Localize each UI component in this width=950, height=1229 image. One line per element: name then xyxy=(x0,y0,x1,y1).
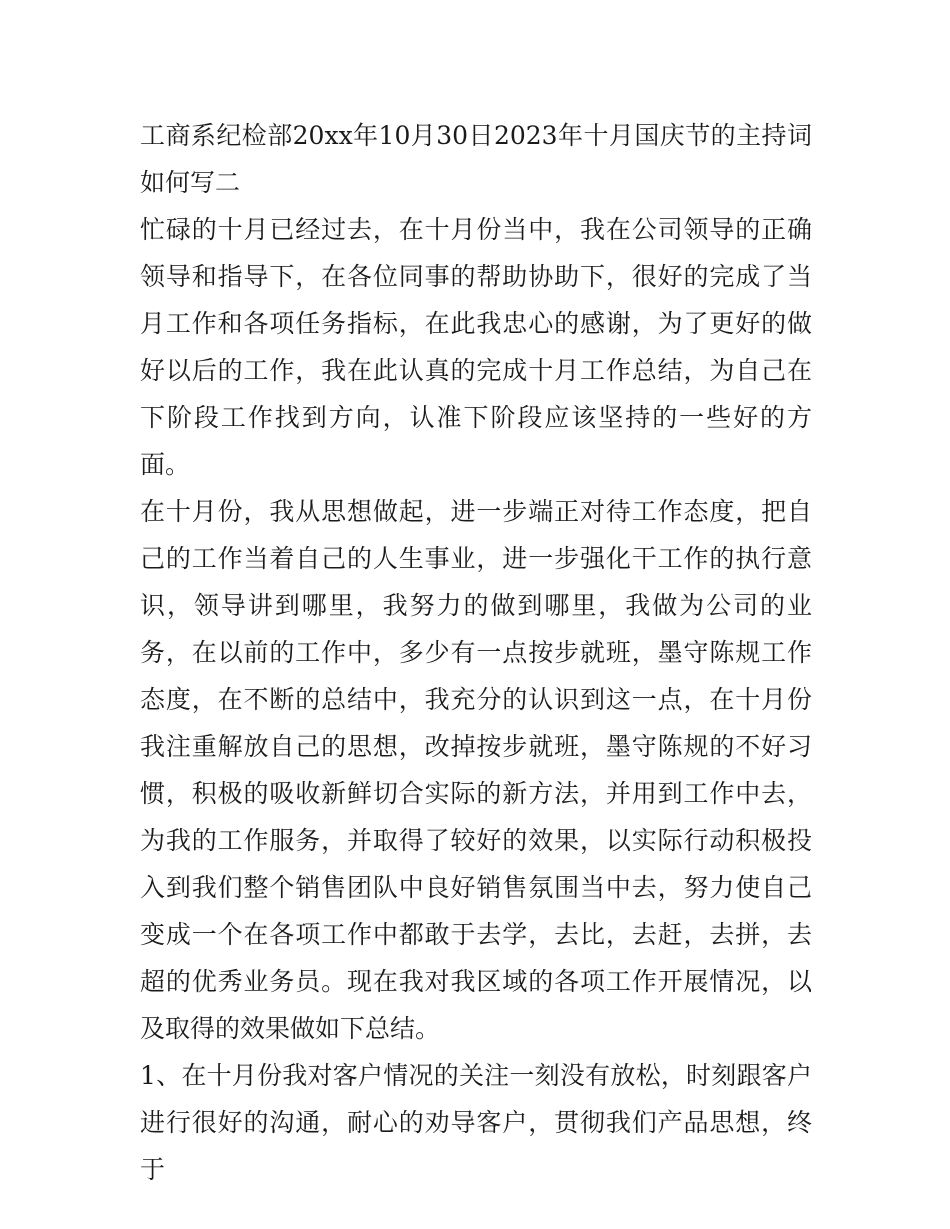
paragraph-1: 忙碌的十月已经过去，在十月份当中，我在公司领导的正确领导和指导下，在各位同事的帮助协助下，很好的完成了当月工作和各项任务指标，在此我忠心的感谢，为了更好的做好以后的工作，我在此认真的完成十月工作总结，为自己在下阶段工作找到方向，认准下阶段应该坚持的一些好的方面。 xyxy=(140,215,812,479)
paragraph-3: 1、在十月份我对客户情况的关注一刻没有放松，时刻跟客户进行很好的沟通，耐心的劝导客户，贯彻我们产品思想，终于 xyxy=(140,1061,812,1184)
document-body xyxy=(140,112,812,1193)
paragraph-2: 在十月份，我从思想做起，进一步端正对待工作态度，把自己的工作当着自己的人生事业，进一步强化干工作的执行意识，领导讲到哪里，我努力的做到哪里，我做为公司的业务，在以前的工作中，多少有一点按步就班，墨守陈规工作态度，在不断的总结中，我充分的认识到这一点，在十月份我注重解放自己的思想，改掉按步就班，墨守陈规的不好习惯，积极的吸收新鲜切合实际的新方法，并用到工作中去，为我的工作服务，并取得了较好的效果，以实际行动积极投入到我们整个销售团队中良好销售氛围当中去，努力使自己变成一个在各项工作中都敢于去学，去比，去赶，去拼，去超的优秀业务员。现在我对我区域的各项工作开展情况，以及取得的效果做如下总结。 xyxy=(140,497,812,1043)
document-title: 工商系纪检部20xx年10月30日2023年十月国庆节的主持词如何写二 xyxy=(140,121,812,197)
